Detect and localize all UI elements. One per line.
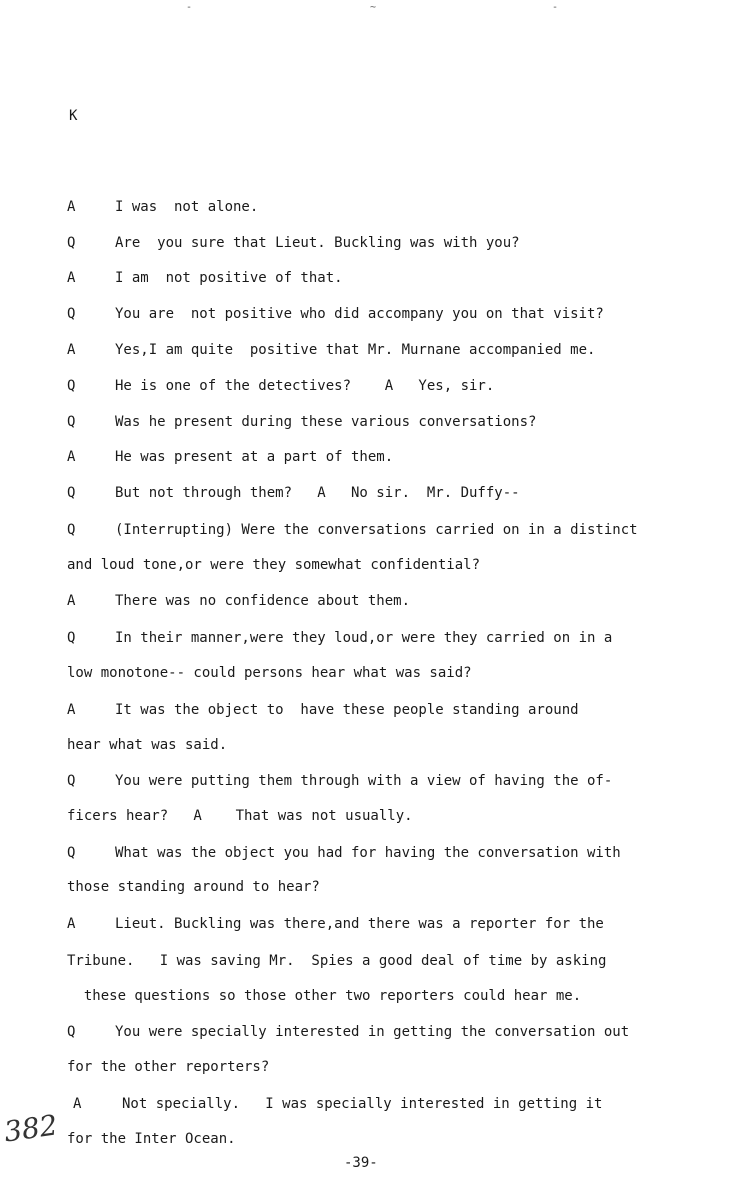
speaker-label: A xyxy=(73,1096,82,1112)
line-text: hear what was said. xyxy=(67,737,228,753)
line-text: those standing around to hear? xyxy=(67,879,320,895)
speaker-label: Q xyxy=(67,630,76,646)
speaker-label: Q xyxy=(67,306,76,322)
line-text: But not through them? A No sir. Mr. Duffy-- xyxy=(115,485,520,501)
line-text: It was the object to have these people standing around xyxy=(115,702,579,718)
speaker-label: Q xyxy=(67,1024,76,1040)
top-mark: - xyxy=(552,2,559,13)
line-text: I am not positive of that. xyxy=(115,270,343,286)
line-text: (Interrupting) Were the conversations carried on in a distinct xyxy=(115,522,638,538)
speaker-label: Q xyxy=(67,773,76,789)
line-text: What was the object you had for having the conversation with xyxy=(115,845,621,861)
top-mark: ~ xyxy=(370,2,377,13)
line-text: There was no confidence about them. xyxy=(115,593,411,609)
page-number: -39- xyxy=(344,1155,378,1171)
speaker-label: Q xyxy=(67,414,76,430)
line-text: ficers hear? A That was not usually. xyxy=(67,808,413,824)
line-text: low monotone-- could persons hear what was said? xyxy=(67,665,472,681)
speaker-label: Q xyxy=(67,235,76,251)
line-text: Not specially. I was specially interested in getting it xyxy=(122,1096,603,1112)
handwritten-page-note: 382 xyxy=(1,1108,60,1149)
speaker-label: A xyxy=(67,270,76,286)
speaker-label: Q xyxy=(67,485,76,501)
speaker-label: Q xyxy=(67,845,76,861)
line-text: and loud tone,or were they somewhat confidential? xyxy=(67,557,481,573)
speaker-label: A xyxy=(67,702,76,718)
line-text: for the other reporters? xyxy=(67,1059,270,1075)
line-text: You are not positive who did accompany you on that visit? xyxy=(115,306,604,322)
speaker-label: Q xyxy=(67,522,76,538)
line-text: Are you sure that Lieut. Buckling was with you? xyxy=(115,235,520,251)
line-text: for the Inter Ocean. xyxy=(67,1131,236,1147)
line-text: Was he present during these various conversations? xyxy=(115,414,537,430)
line-text: Yes,I am quite positive that Mr. Murnane accompanied me. xyxy=(115,342,596,358)
speaker-label: A xyxy=(67,916,76,932)
line-text: He was present at a part of them. xyxy=(115,449,394,465)
line-text: You were putting them through with a view of having the of- xyxy=(115,773,613,789)
top-mark: - xyxy=(186,2,193,13)
speaker-label: A xyxy=(67,593,76,609)
line-text: You were specially interested in getting the conversation out xyxy=(115,1024,630,1040)
line-text: He is one of the detectives? A Yes, sir. xyxy=(115,378,495,394)
line-text: Tribune. I was saving Mr. Spies a good deal of time by asking xyxy=(67,953,607,969)
speaker-label: A xyxy=(67,449,76,465)
line-text: Lieut. Buckling was there,and there was a reporter for the xyxy=(115,916,604,932)
speaker-label: Q xyxy=(67,378,76,394)
section-letter: K xyxy=(69,108,78,124)
speaker-label: A xyxy=(67,199,76,215)
line-text: In their manner,were they loud,or were they carried on in a xyxy=(115,630,613,646)
line-text: these questions so those other two reporters could hear me. xyxy=(67,988,582,1004)
line-text: I was not alone. xyxy=(115,199,259,215)
speaker-label: A xyxy=(67,342,76,358)
